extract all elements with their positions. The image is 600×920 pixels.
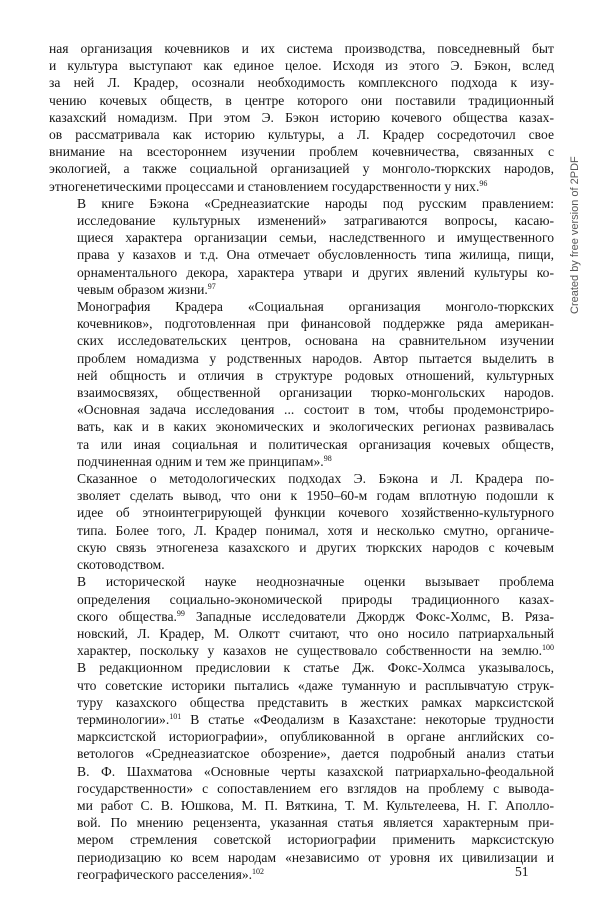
side-watermark-text: Created by free version of 2PDF <box>569 156 581 314</box>
text-line: периодизацию ко всем народам «независимо от уровня их цивилизации и <box>77 849 554 865</box>
text-line: проблем номадизма у родственных народов. Автор пытается выделить в <box>77 350 554 366</box>
text-line: ов рассматривала как историю культуры, а Л. Крадер сосредоточил свое <box>49 127 554 143</box>
text-line: та или иная социальная и политическая организация кочевых обществ, <box>77 436 554 452</box>
text-line: новский, Л. Крадер, М. Олкотт считают, что оно носило патриархальный <box>77 625 554 641</box>
text-line: Сказанное о методологических подходах Э. Бэкона и Л. Крадера по- <box>77 471 554 487</box>
text-line: вой. По мнению рецензента, указанная статья является характерным при- <box>77 815 554 831</box>
text-line: что советские историки пытались «даже туманную и расплывчатую струк- <box>77 677 554 693</box>
text-line: и культура выступают как единое целое. Исходя из этого Э. Бэкон, вслед <box>49 58 554 74</box>
text-line: вать, как и в каких экономических и экологических регионах развивалась <box>77 419 554 435</box>
footnote-marker: 101 <box>169 711 182 721</box>
paragraph <box>49 573 554 883</box>
text-line: В. Ф. Шахматова «Основные черты казахской патриархально-феодальной <box>77 763 554 779</box>
text-line: кочевников», подготовленная при финансовой поддержке ряда американ- <box>77 316 554 332</box>
text-line: скотоводством. <box>77 557 165 573</box>
text-line: В книге Бэкона «Среднеазиатские народы под русским правлением: <box>77 195 554 211</box>
text-line: орнаментального декора, характера утвари и других явлений культуры ко- <box>77 264 554 280</box>
text-line: «Основная задача исследования ... состоит в том, чтобы продемонстриро- <box>77 402 554 418</box>
text-line: типа. Более того, Л. Крадер понимал, хотя и несколько смутно, органиче- <box>77 522 554 538</box>
paragraph <box>49 195 554 298</box>
text-line: В исторической науке неоднозначные оценки вызывает проблема <box>77 574 554 590</box>
text-line: Монография Крадера «Социальная организация монголо-тюркских <box>77 299 554 315</box>
text-line: чению кочевых обществ, в центре которого они поставили традиционный <box>49 92 554 108</box>
text-line: экологией, а также социальной организацией у монголо-тюркских народов, <box>49 161 554 177</box>
text-line: ная организация кочевников и их система производства, повседневный быт <box>49 41 554 56</box>
text-line: права у казахов и т.д. Она отмечает обусловленность типа жилища, пищи, <box>77 247 554 263</box>
text-line: ветологов «Среднеазиатское обозрение», дается подробный анализ статьи <box>77 746 554 762</box>
text-line: взаимосвязях, общественной организации тюрко-монгольских народов. <box>77 385 554 401</box>
document-page <box>49 40 554 920</box>
text-line: подчиненная одним и тем же принципам».$^{98}$ <box>77 453 332 469</box>
footnote-marker: 100 <box>542 643 554 653</box>
text-line: мером стремления советской историографии применить марксистскую <box>77 832 554 848</box>
paragraph <box>49 298 554 470</box>
footnote-marker: 102 <box>252 866 265 876</box>
text-line: ней общность и отличия в структуре родовых отношений, культурных <box>77 367 554 383</box>
text-line: определения социально-экономической природы традиционного казах- <box>77 591 554 607</box>
text-line: характер, поскольку у казахов не существовало собственности на землю.$^{100}$ <box>77 643 554 659</box>
text-line: ских исследовательских центров, основана на сравнительном изучении <box>77 333 554 349</box>
text-line: ского общества.$^{99}$ Западные исследователи Джордж Фокс-Холмс, В. Ряза- <box>77 608 555 624</box>
text-line: этногенетическими процессами и становлением государственности у них.$^{96}$ <box>49 178 488 194</box>
text-line: туру казахского общества представить в жестких рамках марксистской <box>77 694 554 710</box>
paragraph <box>49 40 554 195</box>
page-number: 51 <box>515 864 529 879</box>
text-line: казахский номадизм. При этом Э. Бэкон историю кочевого общества казах- <box>49 109 554 125</box>
text-line: щиеся характера организации семьи, наследственного и имущественного <box>77 230 554 246</box>
text-line: марксистской историографии», опубликованной в органе английских со- <box>77 729 554 745</box>
footnote-marker: 96 <box>479 178 488 188</box>
text-line: В редакционном предисловии к статье Дж. Фокс-Холмса указывалось, <box>77 660 554 676</box>
text-line: ми работ С. В. Юшкова, М. П. Вяткина, Т. М. Культелеева, Н. Г. Аполло- <box>77 797 554 813</box>
footnote-marker: 98 <box>323 453 332 463</box>
text-line: государственности» с сопоставлением его взглядов на проблему с вывода- <box>77 780 554 796</box>
text-line: зволяет сделать вывод, что они к 1950–60-м годам вплотную подошли к <box>77 488 554 504</box>
footnote-marker: 97 <box>207 281 216 291</box>
text-line: терминологии».$^{101}$ В статье «Феодализм в Казахстане: некоторые трудности <box>77 711 554 727</box>
text-line: скую связь этногенеза казахского и других тюркских народов с кочевым <box>77 539 554 555</box>
footnote-marker: 99 <box>176 608 185 618</box>
text-line: внимание на всестороннем изучении проблем кочевничества, связанных с <box>49 144 554 160</box>
body-text <box>49 40 554 883</box>
text-line: идее об этноинтегрирующей функции кочевого хозяйственно-культурного <box>77 505 554 521</box>
text-line: географического расселения».$^{102}$ <box>77 866 265 882</box>
text-line: чевым образом жизни.$^{97}$ <box>77 281 216 297</box>
side-watermark <box>566 156 588 314</box>
text-line: за ней Л. Крадер, осознали необходимость комплексного подхода к изу- <box>49 75 554 91</box>
paragraph <box>49 470 554 573</box>
text-line: исследование культурных изменений» затрагиваются вопросы, касаю- <box>77 213 554 229</box>
